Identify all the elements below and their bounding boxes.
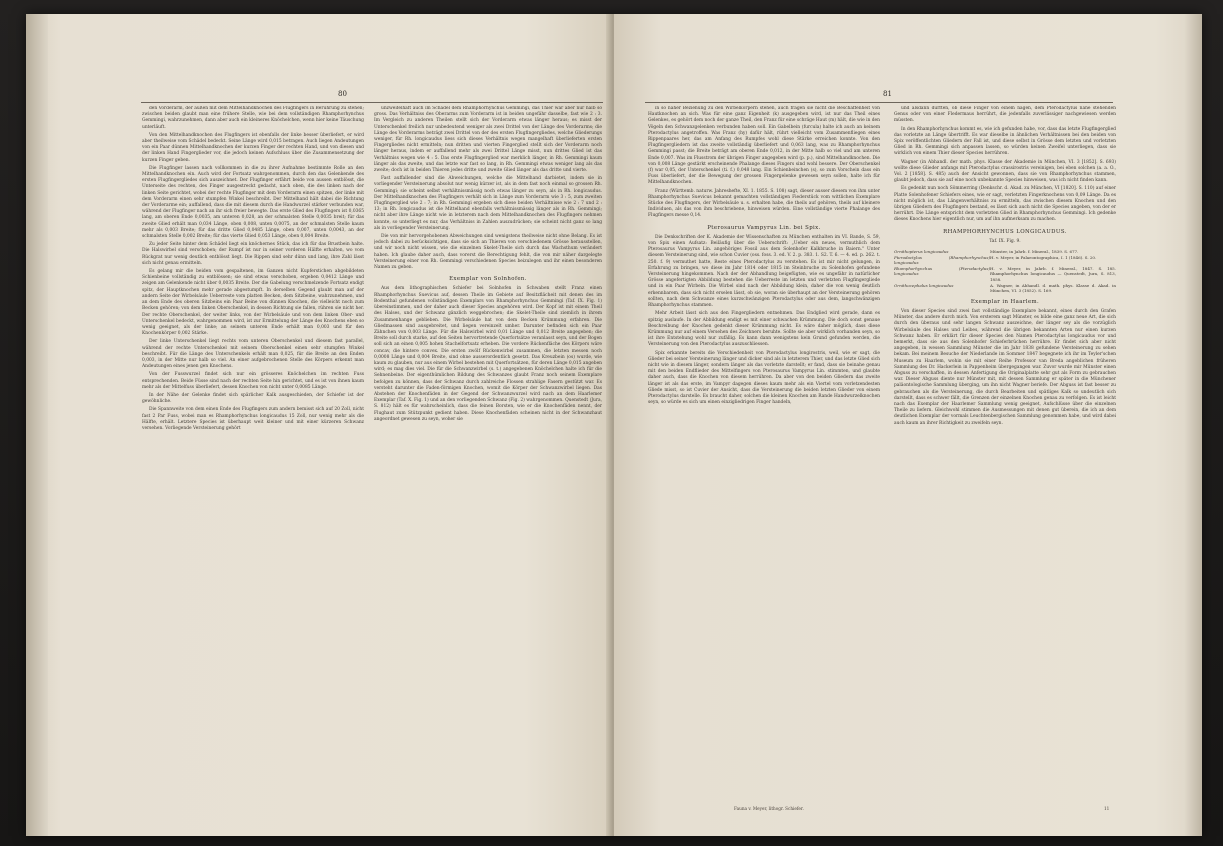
- paragraph: Zu jeder Seite hinter dem Schädel liegt ein knöchernes Stück, das ich für das Brustbein halte. Die Halswirbel sind verschoben; der Rumpf ist nur in seiner vorderen Hälfte erhalten, wo vom Rückgrat nur wenig deutlich entblösst liegt. Die Rippen sind sehr dünn und lang, ihre Zahl lässt sich nicht genau ermitteln.: [142, 242, 364, 266]
- left-page: [26, 14, 612, 836]
- synonym-citation: Münster, in Jahrb. f. Mineral., 1839. S. 677.: [990, 249, 1079, 255]
- synonym-entry: [894, 266, 1116, 283]
- paragraph: den Vorderarm, der außen mit dem Mittelhandknochen des Flugfingers in Berührung zu stehen; zwischen beiden glaubt man eine frühere Stelle, wie bei dem vollständigen Rhamphorhynchus Gemmingi, wahrzunehmen, dann aber auch ein kleineres Knöchelchen, wenn hier keine Täuschung unterläuft.: [142, 106, 364, 130]
- synonym-citation: H. v. Meyer, in Jahrb. f. Mineral., 1847. S. 185. Rhamphorhynchus longicaudus — Quenstedt, Jura, S. 813, 1858.: [990, 265, 1116, 283]
- footer-sheet-number: 11: [1104, 806, 1110, 811]
- synonym-citation: H. v. Meyer, in Palaeontographica, I. 1 (1846). S. 20.: [990, 254, 1097, 260]
- paragraph: Franz (Württemb. naturw. Jahreshefte, XI. 1. 1855. S. 108) sagt, dieser ausser diesem von ihm unter Rhamphorhynchus Suevicus bekannt gemachten vollständigen Fiederstück vom wittlichen Exemplare Stücke des Flugfingers, der Wirbelsäule u. s. erhalten habe, die theils auf gehören, theils auf kleinere Individuen, als das von ihm beschriebene, hinweisen würden. Eine vollständige vierte Phalange des Flugfingers messe 0,14.: [648, 188, 880, 219]
- species-heading: RHAMPHORHYNCHUS LONGICAUDUS.: [943, 228, 1067, 235]
- left-column-1: [142, 106, 364, 806]
- paragraph: In den Rhamphorhynchus kommt es, wie ich gefunden habe, vor, dass das letzte Flugfingerglied das vorletzte an Länge übertrifft. Es war dieselbe in ähnlichen Verhältnissen bei den beiden von Spix veröffentlichten Gliedern der Fall ist, und diese selbst in Grösse dem letzten und vorletzten Glied in Rh. Gemmingi sich anpassen lassen, so würden keinen Zweifel unterliegen, dass sie wirklich von einem Thier dieser Species herrühren.: [894, 126, 1116, 157]
- synonym-entry: [894, 283, 1116, 294]
- page-number-right: 81: [883, 90, 892, 98]
- synonymy-list: [894, 249, 1116, 294]
- book-spread: [26, 14, 1202, 836]
- right-page: [614, 14, 1202, 836]
- synonym-name: Rhamphorhynchus (Pterodactylus) longicaudus: [894, 265, 990, 277]
- header-rule-right: [645, 102, 1113, 103]
- paragraph: Spix erkannte bereits die Verschiedenheit von Pterodactylus longirostris, weil, wie er sagt, die Glieder bei seiner Versteinerung länger und dicker sind als in letzterem Thier, und das letzte Glied sich nicht wie in diesem länger, sondern länger als das vorletzte darstellt; er fand, dass sie beinahe genau mit den beiden Endflieder des Mittelfingers von Pterosaurus Vampyrus Lin. stimmten, und glaubte daher auch, dass die Knochen von diesem herrühren. Da aber von den beiden Gliedern das zweite länger ist als das erste, im Vampyr dagegen dieses kaum mehr als ein Viertel vom vorletzendesten Gliede misst, so ist Cuvier der Ansicht, dass die Versteinerung die beiden letzten Glieder von einem Pterodactylus darstelle. Es braucht daher, solchen die kleinen Knochen am Rande Handwurzelknochen seyn, so würde es sich um einen einzigliedrigen Finger handeln,: [648, 350, 880, 406]
- section-heading: Pterosaurus Vampyrus Lin. bei Spix.: [707, 224, 821, 231]
- plate-reference: Taf. IX. Fig. 9.: [989, 238, 1021, 244]
- paragraph: und alsdann dürften, ob diese Finger von einem nagen, dem Pterodactylus nahe stehenden Genus oder von einer Fledermaus herrührt, die jedenfalls zuverlässiger nachgewiesen werden müssten.: [894, 106, 1116, 124]
- left-column-2: [374, 106, 602, 806]
- paragraph: Aus dem lithographischen Schiefer bei Solnhofen in Schwaben stellt Franz einen Rhamphorhynchus Suevicus auf, dessen Theile im Gebiete auf Besitzflächeit mit denen des im Bodenthal gefundenen vollständigen Exemplars von Rhamphorhynchus Gemmingi (Taf. IX. Fig. 1) übereinstimmen, und der daher auch dieser Species angehören wird. Der Kopf ist mit einem Theil des Halses, und der Schwanz gänzlich weggebrochen; die Skelet-Theile sind ziemlich in ihrem Zusammenhange geblieben. Die Wirbelsäule hat von dem Becken Krümmung erfahren. Die Gliedmassen sind ausgebreitet, und liegen vereinzelt umher. Darunter befinden sich ein Paar Zähnchen von 0,003 Länge. Für die Halswirbel wird 0,01 Länge und 0,012 Breite angegeben; die Breite soll durch starke, auf den Seiten hervortretende Querfortsätze veranlasst seyn, und der Bogen soll sich an einen 0,005 hohen Stachelfortsatz erheben. Die vordere Rückenfläche des Körpers wäre concav, die hintere convex. Die ersten zwölf Rückenwirbel zusammen, die letzten messen noch 0,0008 Länge und 0,004 Breite, sind ohne ausserordentlich gesetzt. Das Kreuzbein (os) wurde, wie kaum zu glauben, nur aus einem Wirbel bestehen mit Querfortsätzen, für deren Länge 0,015 angeben wird; es mag dies viel. Die für die Schwanzwirbel (s. t.) angegebenen Knöchelchen halte ich für die Sehnenbeine. Der eigenthümlichen Bildung des Schwanzes glaubt Franz noch seinem Exemplare befolgen zu können, dass der Schwanz durch zahlreiche Flossen strahlige Fasern gestützt war. Es versteht darunter die Faden-förmigen Knochen, womit die Körper der Schwanzwirbel liegen. Das Abstehen der Knochenfäden in der Gegend der Schwanzwurzel wird nach an dem Haarlemer Exemplar (Taf. X. Fig. 1) und an den vorliegenden Schwanz (Fig. 2) wahrgenommen. Quenstedt (Jura, S. 812) hält es für wahrscheinlich, dass die feinen Borsten, wie er die Knochenfäden nennt, der Flughaut zum Stützpunkt gedient haben. Diese Knochenfäden scheinen nicht in der Schwanzhaut angeordnet gewesen zu seyn, woher sie: [374, 286, 602, 422]
- paragraph: Fast auffallender sind die Abweichungen, welche die Mittelhand darbietet, indem sie in vorliegender Versteinerung absolut nur wenig kürzer ist, als in dem fast noch einmal so grossen Rh. Gemmingi; sie scheint selbst verhältnissmässig noch etwas länger zu seyn, als in Rh. longicaudus. Der Mittelhandknochen des Flugfingers verhält sich in Länge zum Vorderarm wie 3 : 5, zum zweiten Flugfingerglied wie 2 : 7; in Rh. Gemmingi ergeben sich diese beiden Verhältnisse wie 2 : 7 und 2 : 13; in Rh. longicaudus ist die Mittelhand ebenfalls verhältnissmässig länger als in Rh. Gemmingi; nicht aber ihre Länge nicht wie in letzterem nach dem Mittelhandknochen des Flugfingers nehmen konnte, so unterliegt es nur, das Verhältniss in Zahlen auszudrücken; sie scheint nicht ganz so lang als in vorliegender Versteinerung.: [374, 176, 602, 231]
- page-number-left: 80: [338, 90, 347, 98]
- paragraph: Die Flugfinger lassen nach vollkommen in die zu ihrer Aufnahme bestimmte Rolle an den Mittelhandknochen ein. Auch wird der Fortsatz wahrgenommen, durch den das Gelenkende des ersten Flugfingergliedes sich auszeichnet. Der Flugfinger erfährt beide von aussen entblösst, die Unterseite des rechten, des Finger ausgestreckt gedacht, nach oben, die des linken nach der linken Seite gerichtet, wobei der rechte Flugfinger mit dem Vorderarm einen spitzen, der linke mit dem Vorderarm einen sehr stumpfen Winkel beschreibt. Der Mittelhand hält dabei die Richtung der Vorderarme ein; auffallend, dass die mit diesem durch die Handwurzel stärker verbunden war, während der Flugfinger nach an ihr sich freier bewegte. Das erste Glied des Flugfingers ist 0,0365 lang, am oberen Ende 0,0035, am unteren 0,028, an der schmalsten Stelle 0,0035 breit; für das zweite Glied erhält man 0,034 Länge, oben 0,008, unten 0,0075, an der schmalsten Stelle kaum mehr als 0,003 Breite; für das dritte Glied 0,0485 Länge, oben 0,007, unten 0,0043, an der schmalsten Stelle 0,002 Breite; für das vierte Glied 0,053 Länge, oben 0,004 Breite.: [142, 165, 364, 240]
- paragraph: Von den Mittelhandknochen des Flugfingers ist ebenfalls der linke besser überliefert, er wird aber theilweise vom Schädel bedeckt. Seine Länge wird 0,015 betragen. Auch liegen Andeutungen von ein Paar dünnen Mittelhandknochen der kurzen Finger der rechten Hand, und von diesen und der linken Hand Fingerglieder vor, die jedoch keinen Aufschluss über die Zusammensetzung der kurzen Finger geben.: [142, 132, 364, 163]
- right-column-1: [648, 106, 880, 806]
- paragraph: unzweifelhaft auch im Schädel dem Rhamphorhynchus Gemmingi, das Thier war aber nur halb so gross. Das Verhältniss des Oberarms zum Vorderarm ist in beiden ungefähr dasselbe, fast wie 2 : 3. Im Vergleich zu anderen Theilen stellt sich der Vorderarm etwas länger heraus; es misst der Unterschenkel freilich nur unbedeutend weniger als zwei Drittel von der Länge des Vorderarms; die Länge des Vorderarms beträgt zwei Drittel von der des ersten Flugfingergliedes, welche Gliederungs weniger, für Rh. longicaudus liess sich dieses Verhältnis wegen mangelhaft überlieferten ersten Fingergliedes nicht ermitteln; nun dritten und vierten Fingerglied stellt sich der Vorderarm noch länger heraus, indem er auffallend mehr als zwei Drittel Länge misst, nun drittes Glied ist das Verhältniss wegen wie 4 : 5. Das erste Flugfingerglied war merklich länger, in Rh. Gemmingi kaum länger als das zweite, und das letzte war fast so lang, in Rh. Gemmingi etwas weniger lang als das zweite; doch ist in beiden Thieren jedes dritte und zweite Glied länger als das dritte und vierte.: [374, 106, 602, 174]
- paragraph: in so naher Beziehung zu den Wirbelkörpern stehen, auch fragen sie nicht die Beschaffenheit von Hautknochen an sich. Was für eine ganz Eigenheit (k) ausgegeben wird, ist nur das Theil eines Gelenkes, es gehört dem noch der ganze Theil, den Franz für eine schräge Haut (m) hält, die wie in den Vögeln den Schwanzgelenken verbunden haben soll. Ein Gabelbein (furcula) halte ich auch an keinem Pterodactylus angetroffen. Was Franz (hy) dafür hält, rührt vielleicht vom Zusammenfliegen eines Rippenpaares her, das am Anfang des Rumpfes wohl diese Stärke erreichen konnte. Von den Flugfingergliedern ist das zweite vollständig überliefert und 0,063 lang, was zu Rhamphorhynchus Gemmingi passt; die Breite beträgt am oberen Ende 0,012, in der Mitte halb so viel und am unteren Ende 0,007. Was im Flusstrom der übrigen Finger angegeben wird (p. p.), sind Mittelhandknochen. Die von 0,008 Länge gestärkt erscheinende Phalange dieses Fingers sind wohl bessere. Der Oberschenkel (f) war 0,05, der Unterschenkel (ti. f.) 0,048 lang. Ein Schienbeinchen (s), so zum Vorschein dass ein Fuss überliefert, der die Bewegung der grossen Fingergelenke gewesen seyn sollen, halte ich für Mittelhandknochen.: [648, 106, 880, 186]
- paragraph: Von der Fusswurzel findet sich nur ein grösseres Knöchelchen im rechten Fuss entsprechenden. Beide Füsse sind nach der rechten Seite hin gerichtet, und es ist von ihnen kaum mehr als der Mittelfuss überliefert, dessen Knochen von nicht unter 0,0085 Länge.: [142, 372, 364, 390]
- header-rule-left: [141, 102, 603, 103]
- paragraph: Es gelang mir die beiden vom gespaltenen, im Ganzen nicht Kupferstichen abgebildeten Schienbeine vollständig zu entblössen; sie sind etwas verschoben, ergeben 0,0412 Länge und zeigen am Gelenkende nicht über 0,0035 Breite. Der die Gabelung verschmelzende Fortsatz endigt spitz, der Hauptknochen mehr gerade abgestumpft. In derselben Gegend glaubt man auf der andern Seite der Wirbelsäule Ueberreste vom platten Becken, dem Sitzbeine, wahrzunehmen, und an dem Ende des oberen Sitzbeins ein Paar Beine von dünnen Knochen, die vielleicht noch zum Becken gehören; von dem linken Oberschenkel, in dessen Richtung sie fallen, rühren sie nicht her. Der rechte Oberschenkel, der weiter links, von der Wirbelsäule und von dem linken Ober- und Unterschenkel bedeckt, wahrgenommen wird, ist zur Ermittelung der Länge des Knochens eben so wenig geeignet, als der linke; an seinem unteren Ende erhält man 0,003 und für den Knochenkörper 0,002 Stärke.: [142, 269, 364, 337]
- synonym-name: Ornithopterus longicaudus: [894, 249, 949, 255]
- section-heading: Exemplar in Haarlem.: [970, 298, 1040, 305]
- paragraph: Der linke Unterschenkel liegt rechts vom unteren Oberschenkel und diesem fast parallel, während der rechte Unterschenkel mit seinem Oberschenkel einen sehr stumpfen Winkel beschreibt. Für die Länge des Unterschenkels erhält man 0,025, für die Breite an den Enden 0,003, in der Mitte nur halb so viel. An einer aufgebrochenen Stelle des Körpers erkennt man Andeutungen eines jenen gen Knochens.: [142, 339, 364, 370]
- paragraph: Die Spannweite von dem einen Ende des Flugfingers zum andern bemisst sich auf 20 Zoll, nicht fast 2 Par Fuss, wobei man es Rhamphorhynchus longicaudus 15 Zoll, nur wenig mehr als die Hälfte, erhält. Letztere Species ist überhaupt weit kleiner und mit einer kürzeren Schwanz versehen. Vorliegende Versteinerung gehört: [142, 407, 364, 431]
- footer-signature: Fauna v. Meyer, lithogr. Schiefer.: [734, 806, 804, 811]
- left-page-edge: [26, 14, 48, 836]
- paragraph: Mehr Arbeit lässt sich aus den Fingergliedern entnehmen. Das Endglied wird gerade, dann es spitzig auslaufe. In der Abbildung endigt es mit einer schwachen Krümmung. Die doch sonst genaue Beschreibung der Knochen gedenkt dieser Krümmung nicht. Es wäre daher möglich, dass diese Krümmung nur auf einem Versehen des Zeichners beruhte. Sollte sie aber wirklich vorhanden seyn, so ist ihre Entstehung wohl nur zufällig. Es kann dann wenigstens kein Grund gefunden werden, die Versteinerung von den Pterodactylus auszuschliessen.: [648, 311, 880, 348]
- paragraph: Die von mir hervorgehobenen Abweichungen sind wenigstens theilweise nicht ohne Belang. Es ist jedoch dabei zu berücksichtigen, dass sie sich an Thieren von verschiedenem Grösse herausstellen, und wir noch nicht wissen, wie die einzelnen Skelet-Theile sich durch das Wachsthum verändert haben. Ich glaube daher auch, dass vorerst die Berechtigung fehlt, die von mir näher dargelegte Versteinerung einer von Rh. Gemmingi verschiedenen Species beizulegen und ihr einen besonderen Namen zu geben.: [374, 234, 602, 271]
- section-heading: Exemplar von Solnhofen.: [449, 276, 527, 283]
- synonym-citation: A. Wagner, in Abhandl. d. math. phys. Klasse d. Akad. in München, VI. 3 (1852). S. 169.: [990, 282, 1116, 294]
- paragraph: Es gedenkt nun noch Sömmerring (Denkschr. d. Akad. zu München, VI [1820]. S. 110) auf einer Platte Solenhofener Schiefers eines, wie er sagt, verletzten Fingerknochens von 0,09 Länge. Da es nicht möglich ist, das Längenverhältniss zu ermitteln, das zwischen diesem Knochen und den übrigen Gliedern des Flugfingers bestand, es lässt sich auch nicht die Species angeben, von der er herrührt. Die Länge entspricht dem vorletzten Glied in Rhamphorhynchus Gemmingi. Ich gedenke dieses Knochens hier eigentlich nur, um auf ihn aufmerksam zu machen.: [894, 186, 1116, 223]
- right-page-edge: [1184, 14, 1202, 836]
- paragraph: Wagner (in Abhandl. der math. phys. Klasse der Akademie in München, VI. 3 [1852]. S. 693) wollte diese Glieder anfangs mit Pterodactylus crassirostris vereinigen, bei eben solchen (a. a. O., Vol. 2 [1858]. S. 485) auch der Ansicht gewonnen, dass sie von Rhamphorhynchus stammen, glaubt jedoch, dass sie auf eine noch unbekannte Species hinweisen, was ich nicht finden kann.: [894, 159, 1116, 184]
- right-column-2: [894, 106, 1116, 806]
- paragraph: Die Denkschriften der K. Akademie der Wissenschaften zu München enthalten im VI. Bande, S. 59, von Spix einen Aufsatz: Beiläufig über die Ueberschrift: „Ueber ein neues, vermuthlich dem Pterosaurus Vampyrus Lin. angehöriges Fossil aus dem Solenhofer Kalkbruche in Baiern." Unter diesem Versteinerung sind, wie schon Cuvier (oss. foss. 3. ed. V. 2. p. 383. 1. S2. T. 6. — 4. ed. p. 262. t. 250. f. 9) vermuthet hatte, Reste eines Pterodactylus zu verstehen. Es ist mir nicht gelungen, in Erfahrung zu bringen, wo diese im Jahr 1814 oder 1815 im Steinbruche zu Solenhofen gefundene Versteinerung hingekommen. Nach der der Abhandlung beigefügten, wie es ungefähr in natürlicher Grösse angefertigten Abbildung bestehen die Ueberreste im letzten und verletzten Flugfingergliede und in ein Paar Wirbeln. Die Wirbel sind nach der Abbildung klein, daher die von wenig deutlich erkennbarem, dass sich nicht erselen lässt, ob sie, woran sie überhaupt an der Versteinerung gehören sollten, nach dem Schwanze eines kurzschwänzigen Pterodactylus oder aus dem, langschwänzigen Rhamphorhynchus stammen.: [648, 234, 880, 309]
- paragraph: Von dieser Species sind zwei fast vollständige Exemplare bekannt, eines durch den Grafen Münster, das andere durch mich. Von ersterem sagt Münster, es bilde eine ganz neue Art, die sich durch den überaus und sehr langen Schwanz auszeichne, der länger sey als die vorzüglich Wirbelsäule des Halses und Leibes, während die übrigen bekannten Arten nur einen kurzen Schwanz haben. Er erklärt für dieser Species den Namen Pterodactylus longicaudus vor und bemerkt, dass sie aus den Solenhofer Schieferbrüchen herrühre. Er findet sich aber nicht angegeben, in wessen Sammlung Münster die im Jahr 1838 gefundene Versteinerung zu sehen bekam. Bei meinem Besuche der Niederlande im Sommer 1847 begegnete ich ihr im Teyler'schen Museum zu Haarlem, wohin sie mit einer Reihe Professor van Breda angeblichen früheren Sammlung des Dr. Hackerlein in Pappenheim übergegangen war. Zuvor wurde mir Münster einen Abguss zu verschaffen, in dessen Anfertigung die Originalplatte sehr gut als Form zu gebrauchen war. Dieser Abguss diente nur Münster mit, mit dessen Sammlung er später in die Münchener paläontologische Sammlung überging, um ihn nicht Wagner beriefe. Der Abguss ist fast besser zu gebrauchen als die Versteinerung, die durch Bearbeiten und spätliges Kalk so undeutlich sich darstellt, dass es schwer fällt, die Grenzen der einzelnen Knochen genau zu verfolgen. Es ist leicht nach das Exemplar der Haarlemer Sammlung wenig geeignet, Aufschlüsse über die einzelnen Theile zu liefern. Gleichwohl stimmen die Ausmessungen mit denen gut überein, die ich an dem deutlichen Exemplar der vormals Leuchtenbergischen Sammlung genommen habe, und wird dabei auch kaum an ihrer Richtigkeit zu zweifeln seyn.: [894, 309, 1116, 426]
- synonym-name: Ornithocephalus longicaudus: [894, 282, 954, 288]
- paragraph: In der Nähe der Gelenke findet sich spärlicher Kalk ausgeschieden, der Schiefer ist der gewöhnliche.: [142, 392, 364, 405]
- synonym-name: Pterodactylus (Rhamphorhynchus) longicaudus: [894, 254, 990, 266]
- synonym-entry: [894, 255, 1116, 266]
